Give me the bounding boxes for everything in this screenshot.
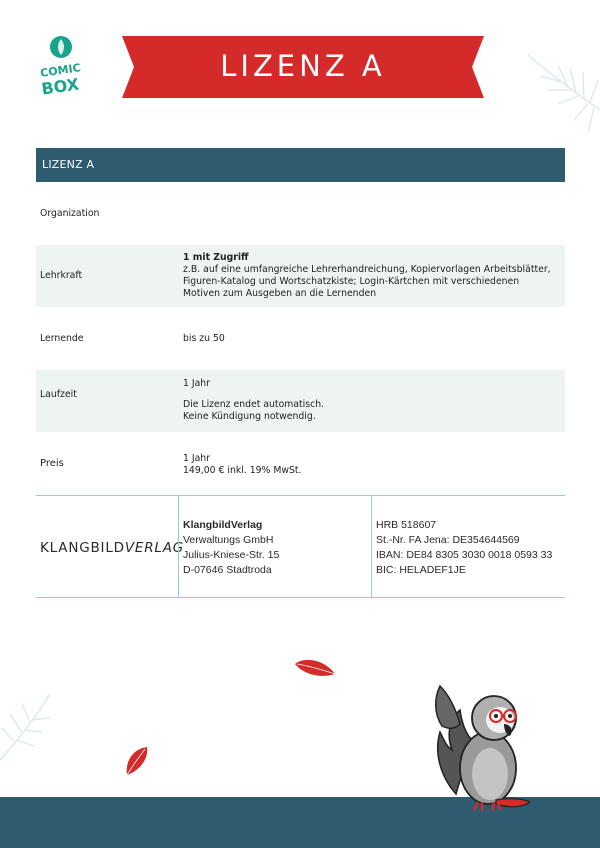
company-name: KlangbildVerlag xyxy=(183,519,263,531)
footer-brand-cell xyxy=(36,496,185,597)
footer-registry-cell xyxy=(371,496,565,597)
row-label-preis: Preis xyxy=(40,458,64,469)
row-label-lehrkraft: Lehrkraft xyxy=(40,270,83,281)
lehrkraft-title: 1 mit Zugriff xyxy=(183,252,249,263)
table-header: LIZENZ A xyxy=(36,148,565,182)
registry-bic: BIC: HELADEF1JE xyxy=(376,564,466,576)
brand-logo xyxy=(40,540,184,556)
laufzeit-line1: Die Lizenz endet automatisch. xyxy=(183,399,325,410)
row-label-laufzeit: Laufzeit xyxy=(40,389,77,400)
page-title: LIZENZ A xyxy=(220,49,386,83)
lernende-value: bis zu 50 xyxy=(183,333,225,344)
comic-box-logo xyxy=(38,34,84,100)
laufzeit-title: 1 Jahr xyxy=(183,378,211,389)
feather-icon xyxy=(293,656,337,680)
registry-hrb: HRB 518607 xyxy=(376,519,437,531)
palm-leaf-icon xyxy=(0,690,58,770)
row-laufzeit xyxy=(36,370,565,432)
footer xyxy=(36,495,565,598)
row-lernende xyxy=(36,320,565,358)
brand-italic: VERLAG xyxy=(124,540,185,556)
preis-title: 1 Jahr xyxy=(183,453,211,464)
registry-tax: St.-Nr. FA Jena: DE354644569 xyxy=(376,534,520,546)
row-lehrkraft xyxy=(36,245,565,307)
row-label-organization: Organization xyxy=(40,208,100,219)
row-preis xyxy=(36,448,565,482)
row-label-lernende: Lernende xyxy=(40,333,84,344)
footer-address-cell xyxy=(178,496,372,597)
row-organization xyxy=(36,195,565,233)
logo-line1: COMIC xyxy=(39,61,82,80)
preis-value: 149,00 € inkl. 19% MwSt. xyxy=(183,465,302,476)
feather-icon xyxy=(123,745,149,777)
palm-leaf-icon xyxy=(518,40,600,160)
address-line2: Julius-Kniese-Str. 15 xyxy=(183,549,280,561)
address-line1: Verwaltungs GmbH xyxy=(183,534,274,546)
brand-bold: KLANGBILD xyxy=(40,540,125,556)
parrot-mascot xyxy=(426,684,536,814)
laufzeit-line2: Keine Kündigung notwendig. xyxy=(183,411,316,422)
registry-iban: IBAN: DE84 8305 3030 0018 0593 33 xyxy=(376,549,553,561)
lehrkraft-description: z.B. auf eine umfangreiche Lehrerhandreichung, Kopiervorlagen Arbeitsblätter, Figuren-Katalog und Wortschatzkiste; Login-Kärtchen mit verschiedenen Motiven zum Ausgeben an die Lernenden xyxy=(183,264,551,299)
logo-line2: BOX xyxy=(40,74,81,99)
address-line3: D-07646 Stadtroda xyxy=(183,564,272,576)
